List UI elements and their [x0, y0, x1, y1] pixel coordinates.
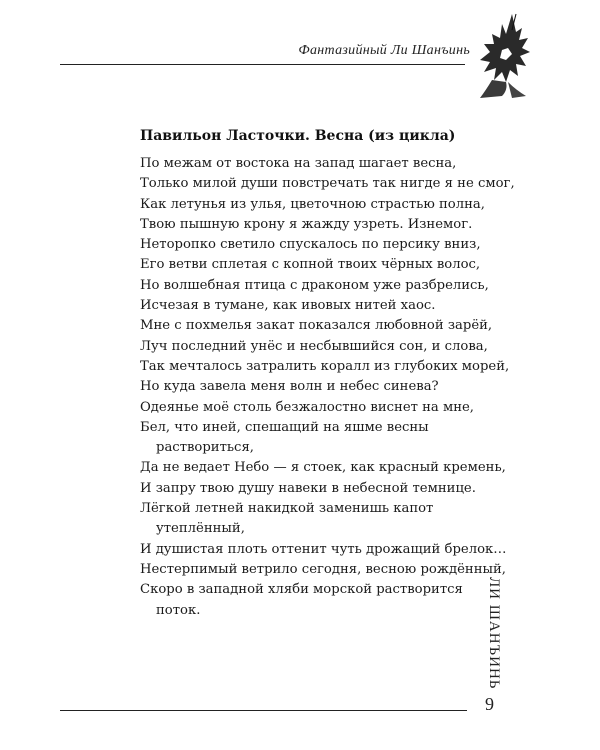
poem-line: Только милой души повстречать так нигде я не смог, — [140, 176, 515, 192]
poem-line: Но волшебная птица с драконом уже разбрелись, — [140, 277, 489, 293]
poem-line: Одеянье моё столь безжалостно виснет на мне, — [140, 399, 475, 415]
header-rule — [60, 64, 465, 65]
poem-line: Да не ведает Небо — я стоек, как красный кремень, — [140, 460, 506, 476]
poem-line: Его ветви сплетая с копной твоих чёрных волос, — [140, 257, 481, 273]
poem-line: Неторопко светило спускалось по персику вниз, — [140, 237, 481, 253]
poem-line: И душистая плоть оттенит чуть дрожащий брелок… — [140, 541, 507, 557]
poem-body — [140, 154, 515, 621]
poem-line: Скоро в западной хляби морской растворится — [140, 582, 463, 598]
running-header-title: Фантазийный Ли Шанъинь — [298, 43, 470, 58]
poem-line: Мне с похмелья закат показался любовной зарёй, — [140, 318, 493, 334]
poem-line: поток. — [156, 602, 201, 618]
sidebar-author: ЛИ ШАНЪИНЬ — [486, 577, 502, 690]
poem-line: Но куда завела меня волн и небес синева? — [140, 379, 439, 395]
poem-line: Нестерпимый ветрило сегодня, весною рождённый, — [140, 561, 506, 577]
poem-line: Исчезая в тумане, как ивовых нитей хаос. — [140, 298, 436, 314]
poem-line: По межам от востока на запад шагает весна, — [140, 156, 457, 171]
poem-line: Бел, что иней, спешащий на яшме весны — [140, 419, 429, 435]
poem-line: утеплённый, — [156, 521, 245, 537]
dragon-emblem-icon — [472, 10, 534, 102]
page-number: 9 — [485, 694, 494, 714]
poem-line: Как летунья из улья, цветочною страстью полна, — [140, 196, 485, 212]
poem-line: Лёгкой летней накидкой заменишь капот — [140, 501, 434, 517]
poem-line: Луч последний унёс и несбывшийся сон, и слова, — [140, 338, 488, 354]
poem-line: И запру твою душу навеки в небесной темнице. — [140, 480, 476, 496]
poem-title: Павильон Ласточки. Весна (из цикла) — [140, 128, 456, 144]
footer-rule — [60, 710, 467, 711]
poem-line: Так мечталось затралить коралл из глубоких морей, — [140, 358, 510, 374]
poem-line: раствориться, — [156, 440, 254, 456]
poem-line: Твою пышную крону я жажду узреть. Изнемог. — [140, 216, 473, 232]
